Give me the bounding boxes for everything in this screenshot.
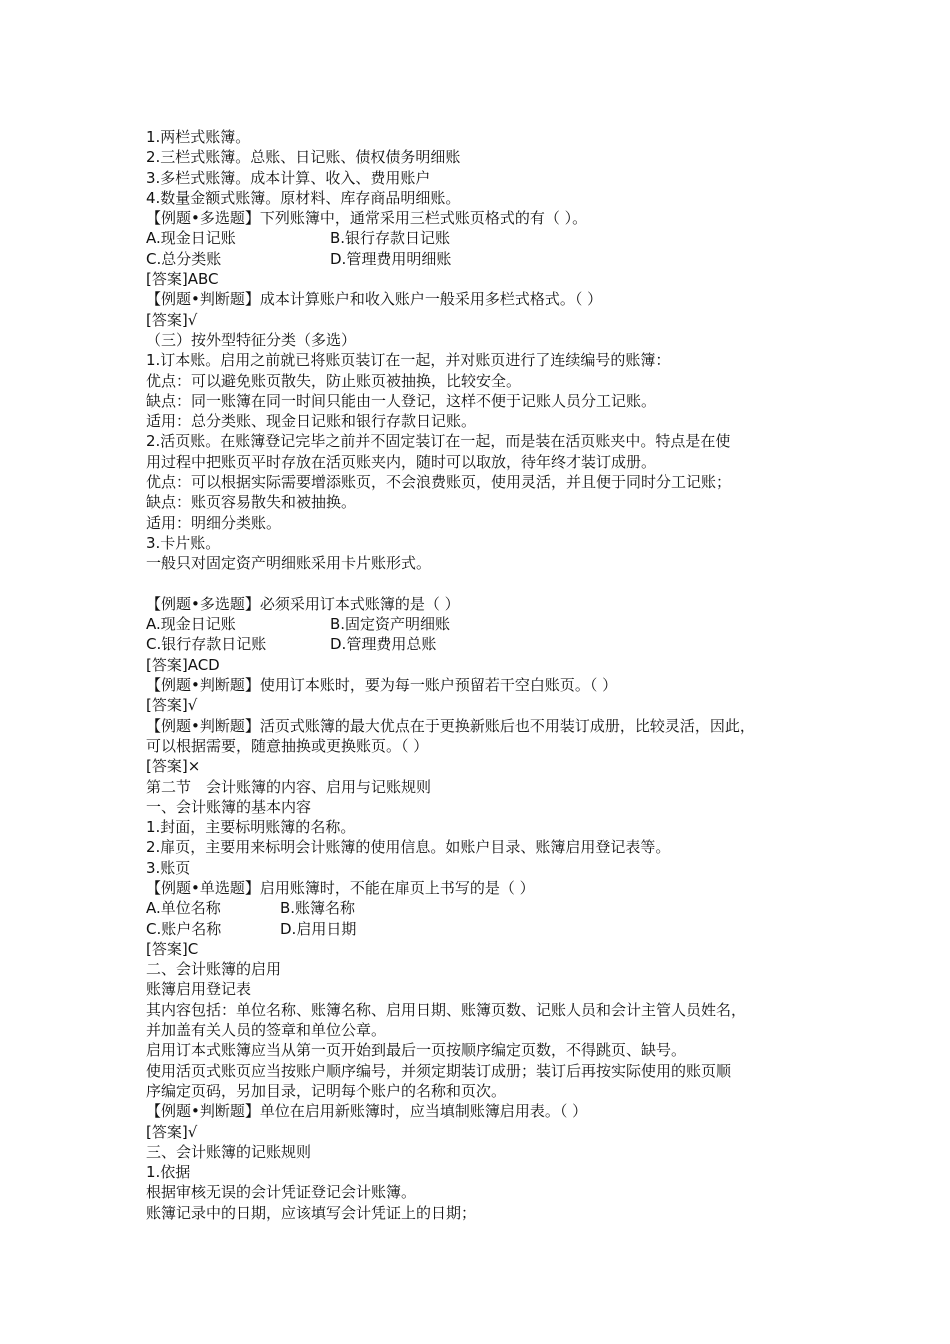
section-heading: 三、会计账簿的记账规则 — [146, 1142, 312, 1161]
answer-line: [答案]ACD — [146, 655, 220, 674]
text-line: 根据审核无误的会计凭证登记会计账簿。 — [146, 1183, 417, 1202]
text-line: 1.依据 — [146, 1163, 191, 1182]
option-row — [146, 898, 826, 918]
option-d: D.启用日期 — [280, 919, 357, 938]
option-d: D.管理费用明细账 — [330, 249, 452, 268]
text-line: 适用：明细分类账。 — [146, 513, 282, 532]
question-text: 【例题•单选题】启用账簿时，不能在扉页上书写的是（ ） — [146, 878, 535, 897]
text-line: 一般只对固定资产明细账采用卡片账形式。 — [146, 554, 432, 573]
option-c: C.总分类账 — [146, 249, 222, 268]
option-b: B.固定资产明细账 — [330, 615, 451, 634]
text-line: 1.封面，主要标明账簿的名称。 — [146, 818, 356, 837]
document-body — [146, 127, 826, 1223]
text-line: 3.账页 — [146, 858, 191, 877]
option-c: C.账户名称 — [146, 919, 222, 938]
text-line: 账簿记录中的日期，应该填写会计凭证上的日期； — [146, 1203, 477, 1222]
text-line: 优点：可以根据实际需要增添账页，不会浪费账页，使用灵活，并且便于同时分工记账； — [146, 473, 732, 492]
option-c: C.银行存款日记账 — [146, 635, 267, 654]
text-line: 用过程中把账页平时存放在活页账夹内，随时可以取放，待年终才装订成册。 — [146, 452, 657, 471]
text-line: 缺点：账页容易散失和被抽换。 — [146, 493, 357, 512]
option-row — [146, 614, 826, 634]
blank-line — [146, 574, 826, 594]
option-b: B.账簿名称 — [280, 899, 356, 918]
answer-line: [答案]× — [146, 757, 201, 776]
question-text: 【例题•判断题】活页式账簿的最大优点在于更换新账后也不用装订成册，比较灵活，因此， — [146, 716, 755, 735]
text-line: 适用：总分类账、现金日记账和银行存款日记账。 — [146, 412, 477, 431]
option-a: A.现金日记账 — [146, 229, 236, 248]
text-line: 3.卡片账。 — [146, 533, 221, 552]
question-text: 【例题•判断题】成本计算账户和收入账户一般采用多栏式格式。（ ） — [146, 290, 603, 309]
option-b: B.银行存款日记账 — [330, 229, 451, 248]
answer-line: [答案]√ — [146, 696, 198, 715]
text-line: 缺点：同一账簿在同一时间只能由一人登记，这样不便于记账人员分工记账。 — [146, 391, 657, 410]
option-row — [146, 919, 826, 939]
option-a: A.现金日记账 — [146, 615, 236, 634]
option-row — [146, 249, 826, 269]
text-line: 序编定页码，另加目录，记明每个账户的名称和页次。 — [146, 1081, 507, 1100]
question-text: 【例题•判断题】单位在启用新账簿时，应当填制账簿启用表。（ ） — [146, 1102, 588, 1121]
section-heading: 二、会计账簿的启用 — [146, 960, 282, 979]
text-line: 并加盖有关人员的签章和单位公章。 — [146, 1021, 387, 1040]
text-line: 4.数量金额式账簿。原材料、库存商品明细账。 — [146, 188, 461, 207]
question-text: 【例题•多选题】下列账簿中，通常采用三栏式账页格式的有（ ）。 — [146, 209, 588, 228]
text-line: 其内容包括：单位名称、账簿名称、启用日期、账簿页数、记账人员和会计主管人员姓名， — [146, 1000, 747, 1019]
question-text: 【例题•判断题】使用订本账时，要为每一账户预留若干空白账页。（ ） — [146, 676, 618, 695]
option-row — [146, 228, 826, 248]
question-text: 【例题•多选题】必须采用订本式账簿的是（ ） — [146, 594, 460, 613]
answer-line: [答案]ABC — [146, 270, 219, 289]
answer-line: [答案]√ — [146, 310, 198, 329]
text-line: 1.订本账。启用之前就已将账页装订在一起，并对账页进行了连续编号的账簿： — [146, 351, 671, 370]
text-line: 账簿启用登记表 — [146, 980, 252, 999]
text-line: 2.扉页，主要用来标明会计账簿的使用信息。如账户目录、账簿启用登记表等。 — [146, 838, 671, 857]
section-heading: 第二节 会计账簿的内容、启用与记账规则 — [146, 777, 432, 796]
option-d: D.管理费用总账 — [330, 635, 437, 654]
text-line: 启用订本式账簿应当从第一页开始到最后一页按顺序编定页数，不得跳页、缺号。 — [146, 1041, 687, 1060]
answer-line: [答案]C — [146, 939, 199, 958]
text-line: 优点：可以避免账页散失，防止账页被抽换，比较安全。 — [146, 371, 522, 390]
text-line: 3.多栏式账簿。成本计算、收入、费用账户 — [146, 168, 431, 187]
option-a: A.单位名称 — [146, 899, 221, 918]
section-heading: 一、会计账簿的基本内容 — [146, 797, 312, 816]
answer-line: [答案]√ — [146, 1122, 198, 1141]
section-heading: （三）按外型特征分类（多选） — [146, 330, 357, 349]
option-row — [146, 634, 826, 654]
question-text: 可以根据需要，随意抽换或更换账页。（ ） — [146, 736, 429, 755]
text-line: 2.活页账。在账簿登记完毕之前并不固定装订在一起，而是装在活页账夹中。特点是在使 — [146, 432, 731, 451]
text-line: 2.三栏式账簿。总账、日记账、债权债务明细账 — [146, 148, 461, 167]
text-line: 使用活页式账页应当按账户顺序编号，并须定期装订成册；装订后再按实际使用的账页顺 — [146, 1061, 732, 1080]
text-line: 1.两栏式账簿。 — [146, 128, 251, 146]
